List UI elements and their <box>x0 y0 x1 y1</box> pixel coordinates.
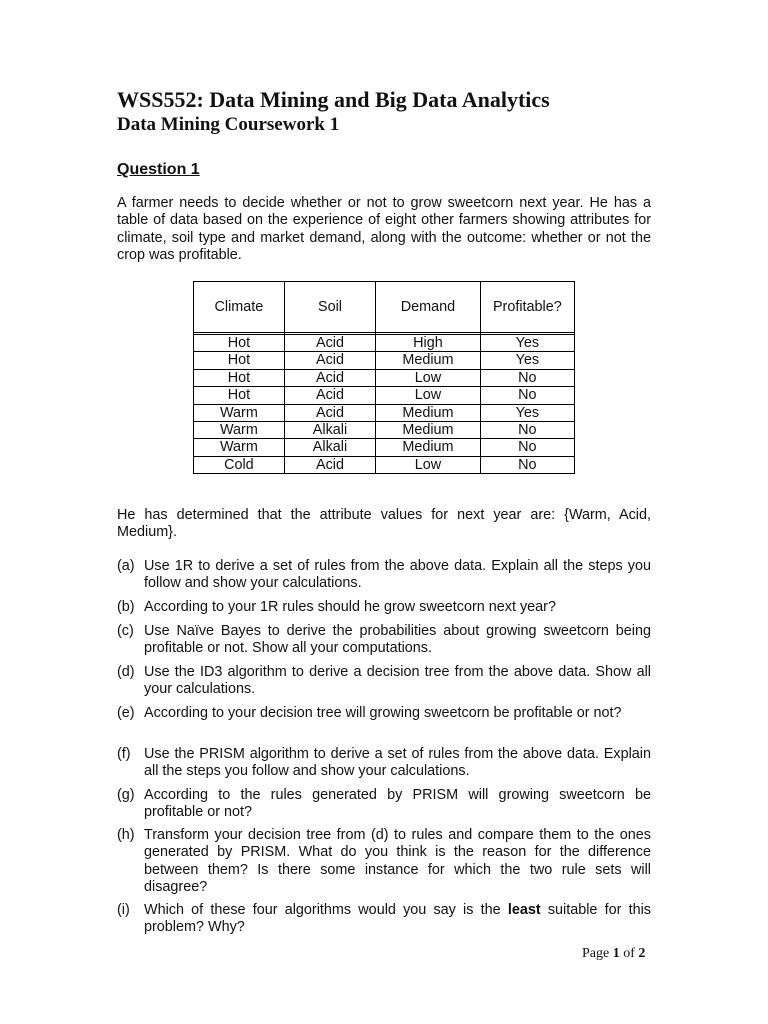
question-item-c <box>117 623 651 658</box>
cell-soil: Acid <box>284 352 375 369</box>
cell-profitable: Yes <box>480 352 574 369</box>
question-label: (a) <box>117 558 135 574</box>
footer-page-number: 1 <box>612 946 620 961</box>
cell-profitable: No <box>480 456 574 473</box>
cell-profitable: No <box>480 387 574 404</box>
cell-demand: Low <box>376 387 481 404</box>
cell-climate: Warm <box>194 404 285 421</box>
table-row <box>194 369 575 386</box>
question-label: (e) <box>117 705 135 721</box>
cell-climate: Cold <box>194 456 285 473</box>
question-label: (f) <box>117 746 131 762</box>
cell-climate: Hot <box>194 352 285 369</box>
question-text: Use 1R to derive a set of rules from the above data. Explain all the steps you follow and show your calculations. <box>144 558 651 592</box>
cell-demand: Medium <box>376 439 481 456</box>
intro-paragraph: A farmer needs to decide whether or not to grow sweetcorn next year. He has a table of data based on the experience of eight other farmers showing attributes for climate, soil type and market demand, along with the outcome: whether or not the crop was profitable. <box>117 195 651 264</box>
table-row <box>194 404 575 421</box>
question-text-bold: least <box>507 902 541 918</box>
question-label: (g) <box>117 787 135 803</box>
header-demand: Demand <box>376 282 481 333</box>
question-item-d <box>117 664 651 699</box>
cell-soil: Acid <box>284 387 375 404</box>
header-soil: Soil <box>284 282 375 333</box>
question-heading: Question 1 <box>117 161 200 178</box>
question-text: Transform your decision tree from (d) to rules and compare them to the ones generated by PRISM. What do you think is the reason for the difference between them? Is there some instance for which the two rule sets will disagree? <box>144 827 651 896</box>
header-profitable: Profitable? <box>480 282 574 333</box>
question-label: (d) <box>117 664 135 680</box>
question-text: Use the PRISM algorithm to derive a set of rules from the above data. Explain all the steps you follow and show your calculations. <box>144 746 651 780</box>
question-text: Use Naïve Bayes to derive the probabilities about growing sweetcorn being profitable or not. Show all your computations. <box>144 623 651 657</box>
cell-climate: Hot <box>194 335 285 352</box>
table-row <box>194 352 575 369</box>
question-item-i <box>117 902 651 937</box>
header-climate: Climate <box>194 282 285 333</box>
table-header-row <box>194 282 575 333</box>
cell-profitable: No <box>480 439 574 456</box>
cell-profitable: No <box>480 422 574 439</box>
footer-page-total: 2 <box>638 946 646 961</box>
table-row <box>194 439 575 456</box>
cell-soil: Alkali <box>284 422 375 439</box>
table-row <box>194 422 575 439</box>
question-item-e <box>117 705 651 722</box>
cell-demand: Medium <box>376 352 481 369</box>
question-label: (h) <box>117 827 135 843</box>
question-text: According to your decision tree will growing sweetcorn be profitable or not? <box>144 705 622 721</box>
cell-soil: Acid <box>284 456 375 473</box>
question-item-b <box>117 599 651 616</box>
question-text <box>144 902 651 937</box>
table-row <box>194 335 575 352</box>
cell-demand: Low <box>376 456 481 473</box>
cell-soil: Acid <box>284 335 375 352</box>
cell-soil: Acid <box>284 369 375 386</box>
question-text-before: Which of these four algorithms would you say is the <box>144 902 501 918</box>
cell-profitable: No <box>480 369 574 386</box>
cell-climate: Hot <box>194 369 285 386</box>
cell-demand: High <box>376 335 481 352</box>
page-footer <box>582 946 645 962</box>
cell-climate: Hot <box>194 387 285 404</box>
question-label: (b) <box>117 599 135 615</box>
next-year-paragraph: He has determined that the attribute values for next year are: {Warm, Acid, Medium}. <box>117 507 651 541</box>
question-text: According to the rules generated by PRISM will growing sweetcorn be profitable or not? <box>144 787 651 821</box>
table-row <box>194 387 575 404</box>
question-label: (i) <box>117 902 130 918</box>
cell-profitable: Yes <box>480 404 574 421</box>
cell-climate: Warm <box>194 422 285 439</box>
question-item-g <box>117 787 651 822</box>
cell-demand: Medium <box>376 404 481 421</box>
cell-demand: Low <box>376 369 481 386</box>
question-text-after: suitable for this problem? Why? <box>144 902 651 936</box>
question-text: Use the ID3 algorithm to derive a decision tree from the above data. Show all your calculations. <box>144 664 651 698</box>
question-item-h <box>117 827 651 897</box>
data-table <box>193 281 575 474</box>
cell-soil: Alkali <box>284 439 375 456</box>
footer-of-word: of <box>623 946 635 961</box>
question-item-a <box>117 558 651 593</box>
cell-demand: Medium <box>376 422 481 439</box>
document-subtitle: Data Mining Coursework 1 <box>117 114 340 135</box>
cell-soil: Acid <box>284 404 375 421</box>
question-item-f <box>117 746 651 781</box>
footer-page-word: Page <box>582 946 610 961</box>
question-label: (c) <box>117 623 134 639</box>
question-text: According to your 1R rules should he grow sweetcorn next year? <box>144 599 556 615</box>
document-title: WSS552: Data Mining and Big Data Analytics <box>117 87 550 112</box>
cell-profitable: Yes <box>480 335 574 352</box>
cell-climate: Warm <box>194 439 285 456</box>
table-row <box>194 456 575 473</box>
